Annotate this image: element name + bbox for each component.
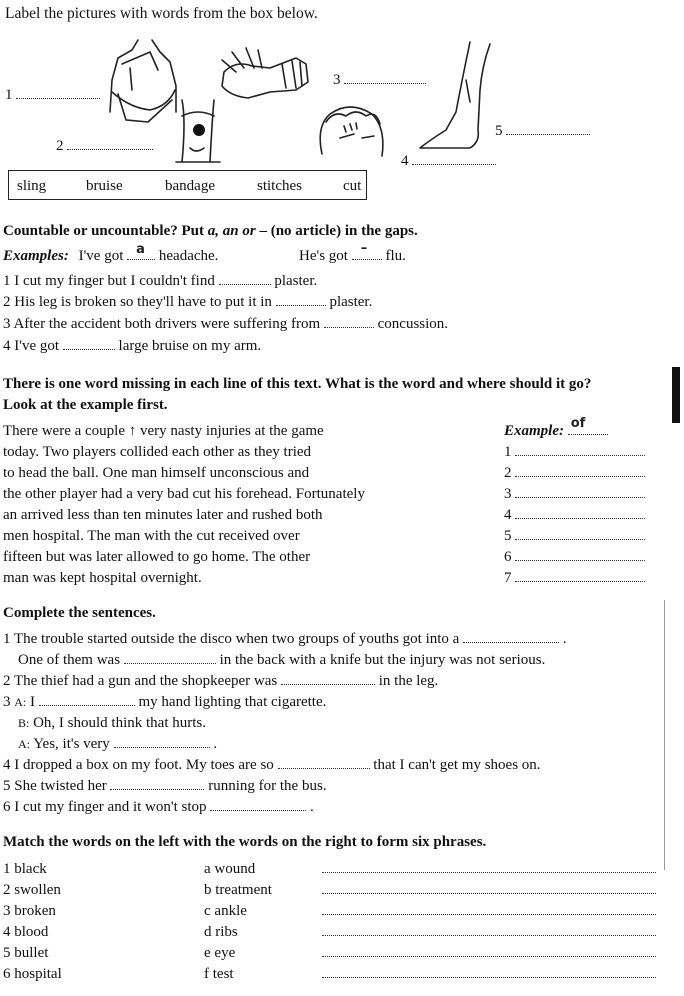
- ex4-line: 5 She twisted her running for the bus.: [3, 778, 327, 794]
- ex3-text-line: There were a couple ↑ very nasty injuries at the game: [3, 423, 324, 439]
- margin-bar: [672, 367, 680, 423]
- ex5-left-item: 3 broken: [3, 903, 56, 919]
- ex4-line: One of them was in the back with a knife but the injury was not serious.: [18, 652, 546, 668]
- ex4-line: 2 The thief had a gun and the shopkeeper was in the leg.: [3, 673, 439, 689]
- ex4-line: B: Oh, I should think that hurts.: [18, 715, 207, 731]
- ex3-answer: 7: [504, 571, 645, 586]
- ex5-right-item: e eye: [204, 945, 236, 961]
- ex5-answer-line: [322, 862, 656, 877]
- ex3-answer: 3: [504, 487, 645, 502]
- box-word: bandage: [165, 178, 215, 194]
- ex3-answer: 2: [504, 466, 645, 481]
- ex3-text-line: man was kept hospital overnight.: [3, 570, 202, 586]
- ex2-item: 1 I cut my finger but I couldn't find plaster.: [3, 273, 318, 289]
- ex3-answer: 4: [504, 508, 645, 523]
- ex5-right-item: f test: [204, 966, 234, 982]
- box-word: sling: [17, 178, 47, 194]
- ex3-text-line: fifteen but was later allowed to go home. The other: [3, 549, 311, 565]
- ex5-right-item: c ankle: [204, 903, 247, 919]
- ex3-text-line: men hospital. The man with the cut received over: [3, 528, 300, 544]
- ex3-answer: 5: [504, 529, 645, 544]
- ex2-examples: Examples: I've got a headache.: [3, 242, 219, 264]
- box-word: cut: [343, 178, 362, 194]
- ex5-left-item: 4 blood: [3, 924, 49, 940]
- ex5-answer-line: [322, 883, 656, 898]
- ex4-line: 4 I dropped a box on my foot. My toes are so that I can't get my shoes on.: [3, 757, 541, 773]
- sling-picture: [110, 40, 176, 122]
- ex5-left-item: 2 swollen: [3, 882, 61, 898]
- stitches-picture: [320, 107, 383, 156]
- ex3-text-line: today. Two players collided each other as they tried: [3, 444, 312, 460]
- ex5-left-item: 1 black: [3, 861, 47, 877]
- box-word: bruise: [86, 178, 123, 194]
- ex4-line: 1 The trouble started outside the disco when two groups of youths got into a .: [3, 631, 567, 647]
- ex3-text-line: to head the ball. One man himself unconscious and: [3, 465, 310, 481]
- ex3-text-line: an arrived less than ten minutes later and rushed both: [3, 507, 323, 523]
- ex1-label-3: 3: [333, 73, 426, 88]
- ex1-label-4: 4: [401, 154, 496, 169]
- ex1-label-2: 2: [56, 139, 153, 154]
- ex1-label-5: 5: [495, 124, 590, 139]
- ex2-item: 2 His leg is broken so they'll have to put it in plaster.: [3, 294, 373, 310]
- ex5-answer-line: [322, 904, 656, 919]
- ex1-heading: Label the pictures with words from the box below.: [5, 5, 318, 22]
- ex3-example: Example: of: [504, 424, 608, 439]
- ex3-answer: 6: [504, 550, 645, 565]
- ex5-left-item: 5 bullet: [3, 945, 49, 961]
- ex5-left-item: 6 hospital: [3, 966, 62, 982]
- ex4-line: A: Yes, it's very .: [18, 736, 218, 752]
- ex3-answer: 1: [504, 445, 645, 460]
- ex5-answer-line: [322, 967, 656, 982]
- ex1-label-1: 1: [5, 88, 100, 103]
- ex3-text-line: the other player had a very bad cut his forehead. Fortunately: [3, 486, 365, 502]
- ex2-heading: Countable or uncountable? Put a, an or – (no article) in the gaps.: [3, 223, 418, 239]
- ex3-heading-line1: There is one word missing in each line of this text. What is the word and where should it go?: [3, 376, 592, 392]
- word-box: [8, 170, 367, 200]
- ex4-heading: Complete the sentences.: [3, 605, 156, 621]
- ex5-right-item: b treatment: [204, 882, 272, 898]
- ex4-line: 3 A: I my hand lighting that cigarette.: [3, 694, 327, 710]
- ex4-line: 6 I cut my finger and it won't stop .: [3, 799, 314, 815]
- ex2-item: 4 I've got large bruise on my arm.: [3, 338, 262, 354]
- ex5-answer-line: [322, 925, 656, 940]
- bandage-picture: [222, 48, 308, 98]
- box-word: stitches: [257, 178, 302, 194]
- ex2-example-2: He's got – flu.: [299, 241, 406, 264]
- ex5-right-item: a wound: [204, 861, 256, 877]
- cut-picture: [420, 42, 490, 148]
- ex5-right-item: d ribs: [204, 924, 238, 940]
- margin-rule: [664, 600, 665, 870]
- ex5-heading: Match the words on the left with the words on the right to form six phrases.: [3, 834, 487, 850]
- ex5-answer-line: [322, 946, 656, 961]
- ex3-heading-line2: Look at the example first.: [3, 397, 168, 413]
- ex2-item: 3 After the accident both drivers were suffering from concussion.: [3, 316, 449, 332]
